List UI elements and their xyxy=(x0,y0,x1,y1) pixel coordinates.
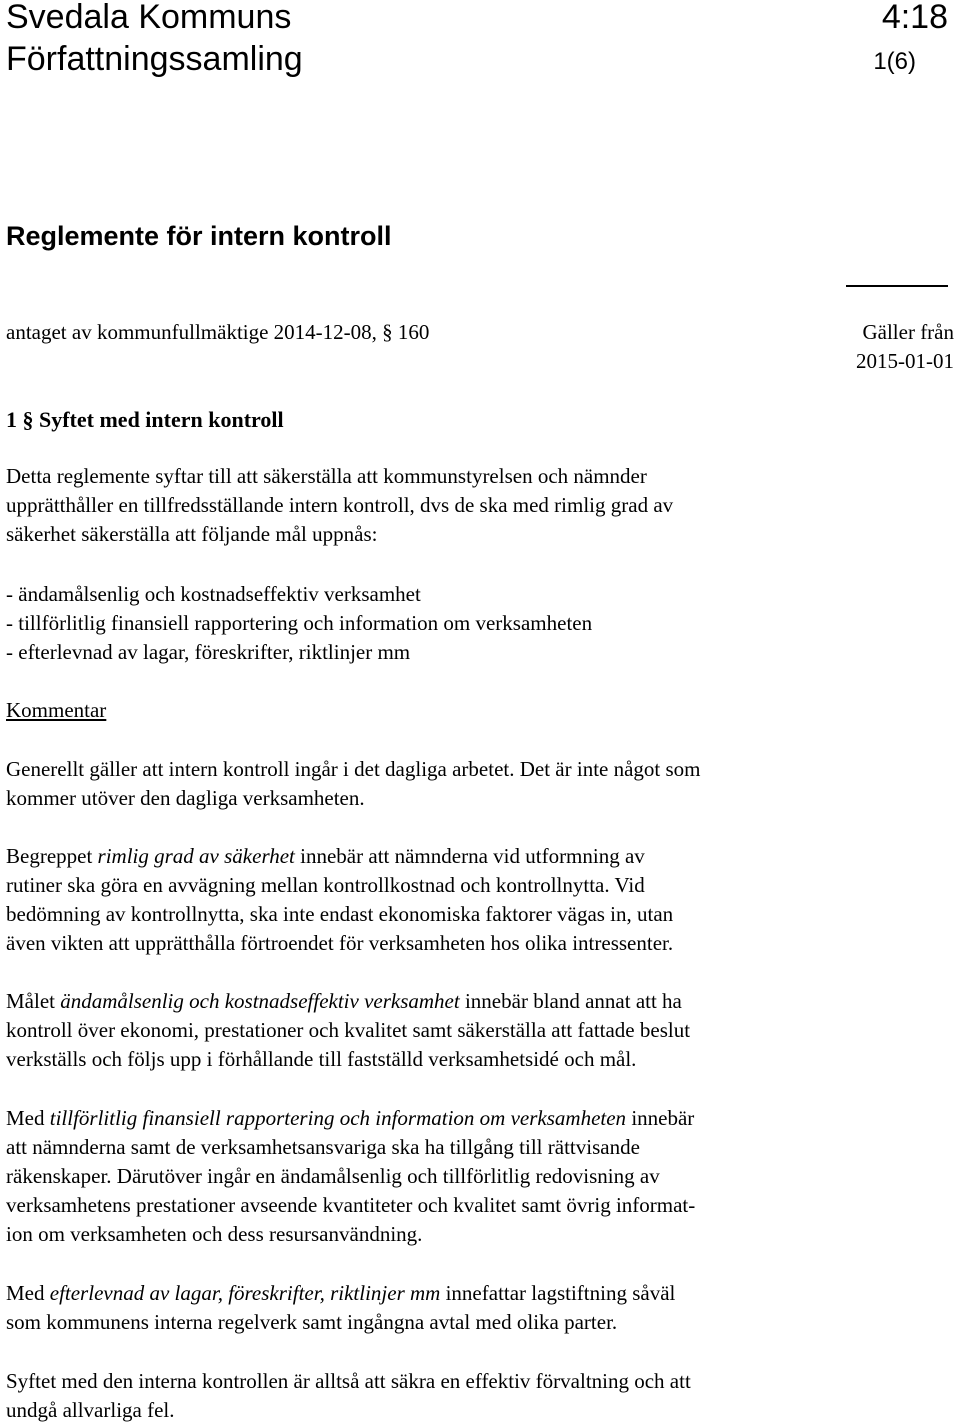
italic-term: rimlig grad av säkerhet xyxy=(97,844,295,868)
section-heading: 1 § Syftet med intern kontroll xyxy=(6,407,284,432)
collection-name: Författningssamling xyxy=(6,40,303,78)
text-run: innebär att nämnderna vid utformning av xyxy=(294,844,645,868)
text-line: Syftet med den interna kontrollen är alltså att säkra en effektiv förvaltning och att xyxy=(6,1369,691,1393)
goal-reporting-paragraph xyxy=(6,1104,954,1249)
text-line: Generellt gäller att intern kontroll ingår i det dagliga arbetet. Det är inte något som xyxy=(6,757,701,781)
italic-term: efterlevnad av lagar, föreskrifter, riktlinjer mm xyxy=(49,1281,441,1305)
text-line: rutiner ska göra en avvägning mellan kontrollkostnad och kontrollnytta. Vid xyxy=(6,873,645,897)
text-line: säkerhet säkerställa att följande mål uppnås: xyxy=(6,522,378,546)
text-line xyxy=(6,1279,954,1308)
text-line: kommer utöver den dagliga verksamheten. xyxy=(6,786,365,810)
text-run: Med xyxy=(6,1106,50,1130)
comment-label: Kommentar xyxy=(6,698,107,722)
text-line: verksamhetens prestationer avseende kvantiteter och kvalitet samt övrig informat- xyxy=(6,1193,696,1217)
text-line: ion om verksamheten och dess resursanvändning. xyxy=(6,1222,423,1246)
document-number: 4:18 xyxy=(881,0,948,36)
valid-from-date: 2015-01-01 xyxy=(856,349,954,373)
page-number: 1(6) xyxy=(873,48,916,75)
text-run: innebär xyxy=(626,1106,695,1130)
document-title: Reglemente för intern kontroll xyxy=(6,221,392,251)
org-name: Svedala Kommuns xyxy=(6,0,292,36)
goal-compliance-paragraph xyxy=(6,1279,954,1337)
text-line: som kommunens interna regelverk samt ingångna avtal med olika parter. xyxy=(6,1310,618,1334)
goal-efficiency-paragraph xyxy=(6,987,954,1074)
text-line xyxy=(6,1104,954,1133)
italic-term: ändamålsenlig och kostnadseffektiv verksamhet xyxy=(60,989,460,1013)
valid-from-label: Gäller från xyxy=(862,320,954,344)
text-run: Målet xyxy=(6,989,61,1013)
adoption-note: antaget av kommunfullmäktige 2014-12-08, § 160 xyxy=(6,320,430,344)
general-paragraph xyxy=(6,755,954,813)
text-line: bedömning av kontrollnytta, ska inte endast ekonomiska faktorer vägas in, utan xyxy=(6,902,674,926)
text-line: även vikten att upprätthålla förtroendet för verksamheten hos olika intressenter. xyxy=(6,931,674,955)
text-run: Begreppet xyxy=(6,844,98,868)
goals-list xyxy=(6,580,954,667)
text-line: räkenskaper. Därutöver ingår en ändamålsenlig och tillförlitlig redovisning av xyxy=(6,1164,660,1188)
text-line: kontroll över ekonomi, prestationer och kvalitet samt säkerställa att fattade beslut xyxy=(6,1018,691,1042)
text-line: Detta reglemente syftar till att säkerställa att kommunstyrelsen och nämnder xyxy=(6,464,647,488)
concept-paragraph xyxy=(6,842,954,958)
text-line xyxy=(6,987,954,1016)
purpose-paragraph xyxy=(6,1367,954,1425)
text-line: undgå allvarliga fel. xyxy=(6,1398,175,1422)
list-item: - ändamålsenlig och kostnadseffektiv verksamhet xyxy=(6,582,421,606)
valid-from xyxy=(856,318,954,376)
text-run: innebär bland annat att ha xyxy=(459,989,682,1013)
italic-term: tillförlitlig finansiell rapportering och information om verksamheten xyxy=(49,1106,627,1130)
text-line: verkställs och följs upp i förhållande till fastställd verksamhetsidé och mål. xyxy=(6,1047,637,1071)
text-run: innefattar lagstiftning såväl xyxy=(440,1281,676,1305)
intro-paragraph xyxy=(6,462,954,549)
text-line: att nämnderna samt de verksamhetsansvariga ska ha tillgång till rättvisande xyxy=(6,1135,640,1159)
text-line: upprätthåller en tillfredsställande intern kontroll, dvs de ska med rimlig grad av xyxy=(6,493,674,517)
text-run: Med xyxy=(6,1281,50,1305)
text-line xyxy=(6,842,954,871)
header-rule xyxy=(846,285,948,287)
list-item: - efterlevnad av lagar, föreskrifter, riktlinjer mm xyxy=(6,640,411,664)
list-item: - tillförlitlig finansiell rapportering och information om verksamheten xyxy=(6,611,593,635)
